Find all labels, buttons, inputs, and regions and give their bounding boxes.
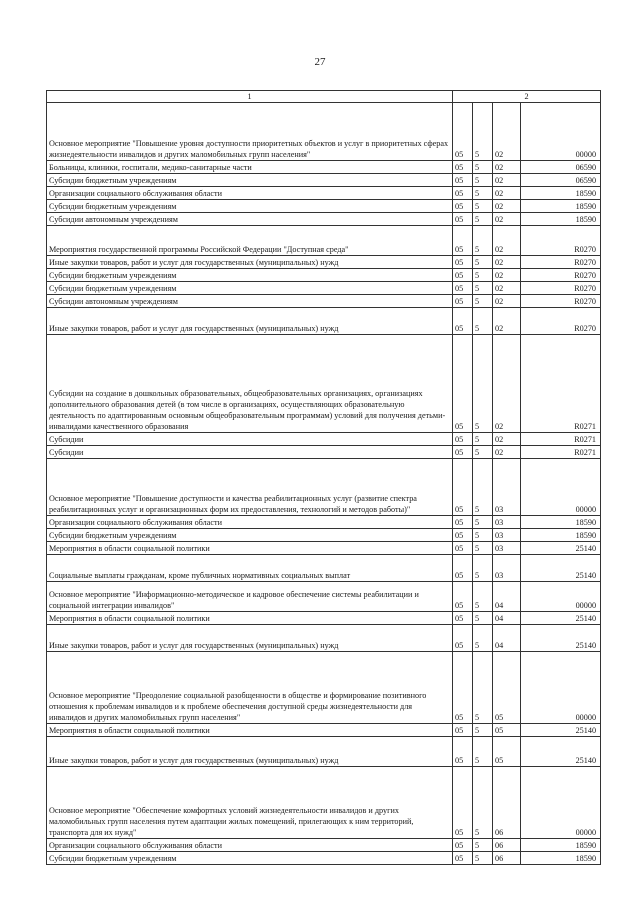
code-section: 05	[453, 839, 473, 852]
code-program: 5	[473, 529, 493, 542]
row-name: Иные закупки товаров, работ и услуг для государственных (муниципальных) нужд	[47, 256, 453, 269]
code-event: 03	[493, 542, 521, 555]
code-program: 5	[473, 767, 493, 839]
column-1-header: 1	[47, 91, 453, 103]
code-direction: 25140	[521, 542, 601, 555]
code-direction: R0270	[521, 256, 601, 269]
code-direction: 18590	[521, 516, 601, 529]
row-name: Больницы, клиники, госпитали, медико-санитарные части	[47, 161, 453, 174]
table-row	[47, 161, 601, 174]
code-direction: R0271	[521, 446, 601, 459]
code-event: 02	[493, 174, 521, 187]
code-event: 02	[493, 295, 521, 308]
row-name: Субсидии бюджетным учреждениям	[47, 200, 453, 213]
table-row	[47, 213, 601, 226]
row-name: Субсидии бюджетным учреждениям	[47, 269, 453, 282]
table-row	[47, 256, 601, 269]
row-name: Организации социального обслуживания области	[47, 839, 453, 852]
code-event: 06	[493, 767, 521, 839]
table-row	[47, 652, 601, 724]
row-name: Основное мероприятие "Повышение доступности и качества реабилитационных услуг (развитие спектра реабилитационных услуг и организационных форм их предоставления, технологий и методов работы)"	[47, 459, 453, 516]
code-program: 5	[473, 839, 493, 852]
code-program: 5	[473, 542, 493, 555]
code-program: 5	[473, 612, 493, 625]
row-name: Субсидии бюджетным учреждениям	[47, 282, 453, 295]
code-direction: R0270	[521, 226, 601, 256]
code-program: 5	[473, 200, 493, 213]
code-event: 04	[493, 612, 521, 625]
column-2-header: 2	[453, 91, 601, 103]
code-direction: 18590	[521, 213, 601, 226]
row-name: Организации социального обслуживания области	[47, 187, 453, 200]
code-program: 5	[473, 582, 493, 612]
code-direction: 18590	[521, 200, 601, 213]
code-section: 05	[453, 724, 473, 737]
code-direction: R0270	[521, 295, 601, 308]
code-program: 5	[473, 161, 493, 174]
code-program: 5	[473, 555, 493, 582]
row-name: Основное мероприятие "Обеспечение комфортных условий жизнедеятельности инвалидов и других маломобильных групп населения путем адаптации жилых помещений, прилегающих к ним территорий, транспорта для их нужд"	[47, 767, 453, 839]
code-event: 02	[493, 200, 521, 213]
code-direction: 18590	[521, 852, 601, 865]
table-row	[47, 767, 601, 839]
code-direction: R0270	[521, 308, 601, 335]
row-name: Субсидии автономным учреждениям	[47, 213, 453, 226]
code-section: 05	[453, 226, 473, 256]
code-direction: 25140	[521, 737, 601, 767]
code-program: 5	[473, 516, 493, 529]
code-direction: 18590	[521, 187, 601, 200]
code-section: 05	[453, 174, 473, 187]
row-name: Иные закупки товаров, работ и услуг для государственных (муниципальных) нужд	[47, 308, 453, 335]
code-section: 05	[453, 161, 473, 174]
code-direction: 00000	[521, 582, 601, 612]
code-section: 05	[453, 308, 473, 335]
table-row	[47, 295, 601, 308]
code-section: 05	[453, 516, 473, 529]
code-direction: 25140	[521, 724, 601, 737]
code-program: 5	[473, 852, 493, 865]
code-direction: 00000	[521, 652, 601, 724]
code-program: 5	[473, 103, 493, 161]
code-event: 04	[493, 582, 521, 612]
code-section: 05	[453, 529, 473, 542]
code-event: 03	[493, 529, 521, 542]
row-name: Основное мероприятие "Информационно-методическое и кадровое обеспечение системы реабилитации и социальной интеграции инвалидов"	[47, 582, 453, 612]
row-name: Мероприятия государственной программы Российской Федерации "Доступная среда"	[47, 226, 453, 256]
code-direction: 00000	[521, 103, 601, 161]
code-program: 5	[473, 652, 493, 724]
code-program: 5	[473, 459, 493, 516]
code-program: 5	[473, 187, 493, 200]
code-event: 05	[493, 737, 521, 767]
code-section: 05	[453, 652, 473, 724]
code-program: 5	[473, 335, 493, 433]
code-direction: 25140	[521, 612, 601, 625]
code-section: 05	[453, 446, 473, 459]
table-row	[47, 308, 601, 335]
code-event: 02	[493, 187, 521, 200]
table-row	[47, 282, 601, 295]
table-row	[47, 103, 601, 161]
code-program: 5	[473, 295, 493, 308]
row-name: Организации социального обслуживания области	[47, 516, 453, 529]
table-row	[47, 582, 601, 612]
code-event: 02	[493, 256, 521, 269]
row-name: Субсидии	[47, 433, 453, 446]
code-section: 05	[453, 103, 473, 161]
code-event: 06	[493, 852, 521, 865]
code-program: 5	[473, 308, 493, 335]
code-section: 05	[453, 295, 473, 308]
table-row	[47, 852, 601, 865]
table-row	[47, 542, 601, 555]
row-name: Мероприятия в области социальной политики	[47, 724, 453, 737]
code-event: 02	[493, 161, 521, 174]
code-section: 05	[453, 335, 473, 433]
code-direction: 00000	[521, 459, 601, 516]
code-event: 05	[493, 652, 521, 724]
code-program: 5	[473, 174, 493, 187]
code-event: 06	[493, 839, 521, 852]
budget-table	[46, 90, 601, 865]
code-direction: 06590	[521, 174, 601, 187]
row-name: Основное мероприятие "Преодоление социальной разобщенности в обществе и формирование позитивного отношения к проблемам инвалидов и к проблеме обеспечения доступной среды жизнедеятельности для инвалидов и других маломобильных групп населения"	[47, 652, 453, 724]
row-name: Субсидии	[47, 446, 453, 459]
row-name: Социальные выплаты гражданам, кроме публичных нормативных социальных выплат	[47, 555, 453, 582]
table-row	[47, 529, 601, 542]
code-section: 05	[453, 200, 473, 213]
code-event: 02	[493, 308, 521, 335]
table-row	[47, 335, 601, 433]
code-section: 05	[453, 269, 473, 282]
code-event: 05	[493, 724, 521, 737]
row-name: Субсидии автономным учреждениям	[47, 295, 453, 308]
code-section: 05	[453, 433, 473, 446]
table-row	[47, 226, 601, 256]
code-section: 05	[453, 555, 473, 582]
code-section: 05	[453, 625, 473, 652]
code-section: 05	[453, 187, 473, 200]
code-direction: 18590	[521, 839, 601, 852]
table-row	[47, 839, 601, 852]
code-direction: R0270	[521, 282, 601, 295]
code-event: 03	[493, 516, 521, 529]
code-event: 02	[493, 213, 521, 226]
row-name: Мероприятия в области социальной политики	[47, 542, 453, 555]
code-program: 5	[473, 269, 493, 282]
row-name: Субсидии бюджетным учреждениям	[47, 529, 453, 542]
code-section: 05	[453, 852, 473, 865]
code-event: 02	[493, 226, 521, 256]
code-section: 05	[453, 256, 473, 269]
code-section: 05	[453, 213, 473, 226]
row-name: Основное мероприятие "Повышение уровня доступности приоритетных объектов и услуг в приоритетных сферах жизнедеятельности инвалидов и других маломобильных групп населения"	[47, 103, 453, 161]
code-event: 02	[493, 269, 521, 282]
code-program: 5	[473, 446, 493, 459]
code-direction: 00000	[521, 767, 601, 839]
table-row	[47, 174, 601, 187]
table-row	[47, 625, 601, 652]
code-event: 02	[493, 282, 521, 295]
code-program: 5	[473, 737, 493, 767]
code-direction: 06590	[521, 161, 601, 174]
table-row	[47, 724, 601, 737]
table-row	[47, 433, 601, 446]
code-section: 05	[453, 582, 473, 612]
table-header-row	[47, 91, 601, 103]
code-section: 05	[453, 282, 473, 295]
table-row	[47, 269, 601, 282]
row-name: Субсидии на создание в дошкольных образовательных, общеобразовательных организациях, организациях дополнительного образования детей (в том числе в организациях, осуществляющих образовательную деятельность по адаптированным основным общеобразовательным программам) условий для получения детьми-инвалидами качественного образования	[47, 335, 453, 433]
table-row	[47, 459, 601, 516]
code-event: 03	[493, 459, 521, 516]
code-section: 05	[453, 542, 473, 555]
code-program: 5	[473, 213, 493, 226]
code-program: 5	[473, 282, 493, 295]
code-section: 05	[453, 459, 473, 516]
code-program: 5	[473, 625, 493, 652]
code-program: 5	[473, 226, 493, 256]
code-section: 05	[453, 612, 473, 625]
row-name: Мероприятия в области социальной политики	[47, 612, 453, 625]
table-row	[47, 737, 601, 767]
code-direction: 25140	[521, 625, 601, 652]
code-program: 5	[473, 256, 493, 269]
table-row	[47, 516, 601, 529]
code-event: 03	[493, 555, 521, 582]
code-event: 04	[493, 625, 521, 652]
table-row	[47, 612, 601, 625]
code-section: 05	[453, 737, 473, 767]
code-event: 02	[493, 433, 521, 446]
page-number: 27	[314, 56, 326, 68]
code-direction: R0271	[521, 433, 601, 446]
code-event: 02	[493, 103, 521, 161]
table-row	[47, 555, 601, 582]
code-event: 02	[493, 335, 521, 433]
code-direction: R0271	[521, 335, 601, 433]
code-program: 5	[473, 433, 493, 446]
code-direction: 25140	[521, 555, 601, 582]
row-name: Иные закупки товаров, работ и услуг для государственных (муниципальных) нужд	[47, 737, 453, 767]
code-event: 02	[493, 446, 521, 459]
row-name: Субсидии бюджетным учреждениям	[47, 174, 453, 187]
table-row	[47, 200, 601, 213]
code-program: 5	[473, 724, 493, 737]
code-section: 05	[453, 767, 473, 839]
table-row	[47, 187, 601, 200]
code-direction: 18590	[521, 529, 601, 542]
code-direction: R0270	[521, 269, 601, 282]
table-row	[47, 446, 601, 459]
row-name: Субсидии бюджетным учреждениям	[47, 852, 453, 865]
row-name: Иные закупки товаров, работ и услуг для государственных (муниципальных) нужд	[47, 625, 453, 652]
